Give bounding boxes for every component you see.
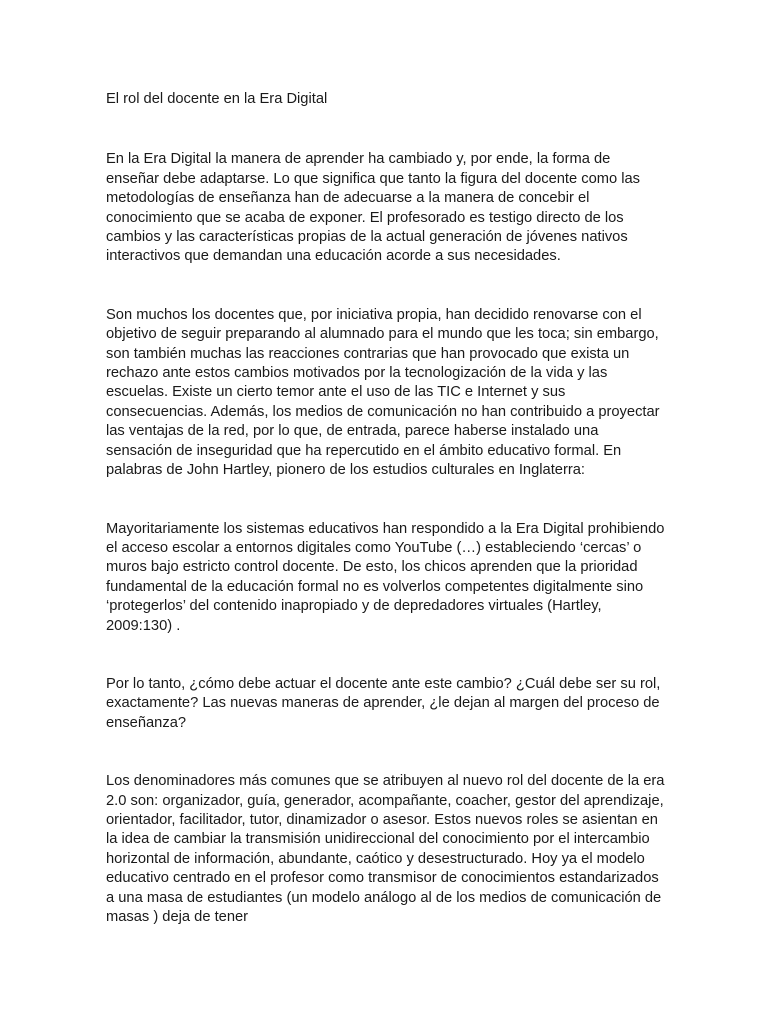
spacer	[106, 109, 666, 150]
paragraph-docentes: Son muchos los docentes que, por iniciativa propia, han decidido renovarse con el objetivo de seguir preparando al alumnado para el mundo que les toca; sin embargo, son también muchas las reacciones contrarias que han provocado que exista un rechazo ante estos cambios motivados por la tecnologización de la vida y las escuelas. Existe un cierto temor ante el uso de las TIC e Internet y sus consecuencias. Además, los medios de comunicación no han contribuido a proyectar las ventajas de la red, por lo que, de entrada, parece haberse instalado una sensación de inseguridad que ha repercutido en el ámbito educativo formal. En palabras de John Hartley, pionero de los estudios culturales en Inglaterra:	[106, 306, 660, 479]
document-title: El rol del docente en la Era Digital	[106, 91, 328, 107]
spacer	[106, 267, 666, 306]
spacer	[106, 636, 666, 675]
spacer	[106, 481, 666, 520]
paragraph-roles: Los denominadores más comunes que se atribuyen al nuevo rol del docente de la era 2.0 son: organizador, guía, generador, acompañante, coacher, gestor del aprendizaje, orientador, facilitador, tutor, dinamizador o asesor. Estos nuevos roles se asientan en la idea de cambiar la transmisión unidireccional del conocimiento por el intercambio horizontal de información, abundante, caótico y desestructurado. Hoy ya el modelo educativo centrado en el profesor como transmisor de conocimientos estandarizados a una masa de estudiantes (un modelo análogo al de los medios de comunicación de masas ) deja de tener	[106, 773, 665, 925]
spacer	[106, 733, 666, 772]
paragraph-questions: Por lo tanto, ¿cómo debe actuar el docente ante este cambio? ¿Cuál debe ser su rol, exactamente? Las nuevas maneras de aprender, ¿le dejan al margen del proceso de enseñanza?	[106, 675, 661, 731]
paragraph-quote: Mayoritariamente los sistemas educativos han respondido a la Era Digital prohibiendo el acceso escolar a entornos digitales como YouTube (…) estableciendo ‘cercas’ o muros bajo estricto control docente. De esto, los chicos aprenden que la prioridad fundamental de la educación formal no es volverlos competentes digitalmente sino ‘protegerlos’ del contenido inapropiado y de depredadores virtuales (Hartley, 2009:130) .	[106, 520, 665, 634]
paragraph-intro: En la Era Digital la manera de aprender ha cambiado y, por ende, la forma de enseñar debe adaptarse. Lo que significa que tanto la figura del docente como las metodologías de enseñanza han de adecuarse a la manera de concebir el conocimiento que se acaba de exponer. El profesorado es testigo directo de los cambios y las características propias de la actual generación de jóvenes nativos interactivos que demandan una educación acorde a sus necesidades.	[106, 151, 641, 265]
document-page	[106, 90, 666, 927]
